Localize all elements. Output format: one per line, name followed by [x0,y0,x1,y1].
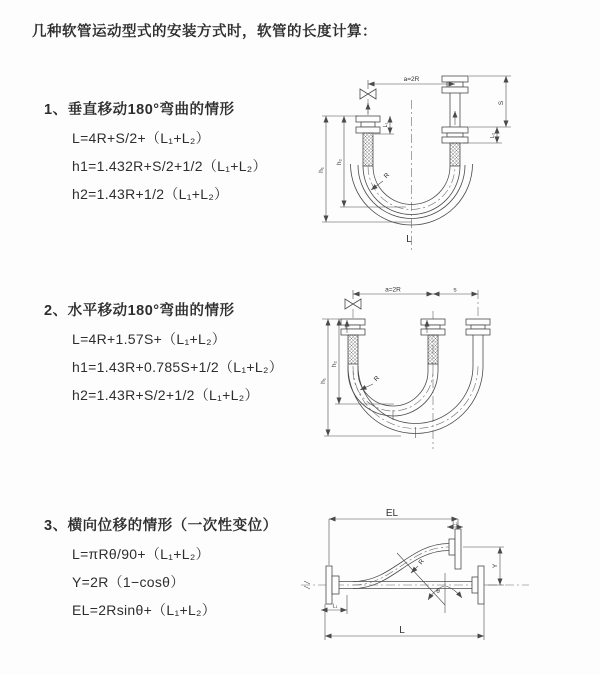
formula-y: Y=2R（1−cosθ） [72,574,185,590]
formula-length: L=πRθ/90+（L₁+L₂） [72,546,210,562]
dim-label-l2: L₂ [452,520,458,527]
formula-h1: h1=1.43R+0.785S+1/2（L₁+L₂） [72,359,283,375]
left-pipe [341,319,365,371]
formula-h2: h2=1.43R+1/2（L₁+L₂） [72,186,229,202]
dim-label-r: R [372,374,382,384]
diagram-vertical-bend [306,70,591,260]
dim-label-l1: L₁ [383,122,389,128]
dim-label-s: S [498,100,505,106]
braided-hose-section [428,335,438,364]
dim-label-l: L [406,234,412,245]
angle-arrow-icon [446,586,462,598]
hose-arcs [348,366,483,438]
valve-icon [360,89,376,99]
dim-label-l1: L₁ [332,603,338,610]
dim-label-h1: h₁ [318,167,325,173]
left-pipe [356,89,380,166]
section-3-heading: 3、横向位移的情形（一次性变位） [44,518,278,534]
dim-label-l2: L₂ [490,132,496,139]
dim-label-y: Y [492,563,499,569]
dimension-lines [320,319,401,436]
braided-hose-section [363,133,373,166]
braided-hose-section [450,143,460,166]
dim-label-a2r: a=2R [403,76,420,83]
right-pipe [442,76,468,166]
section-vertical-bend [44,100,324,204]
dim-label-r: R [382,171,392,181]
dim-label-l: L [399,625,405,636]
valve-icon [345,299,361,319]
formula-el: EL=2Rsinθ+（L₁+L₂） [72,602,217,618]
section-1-heading: 1、垂直移动180°弯曲的情形 [44,102,235,118]
section-horizontal-bend [44,301,324,405]
dim-label-theta: θ [436,588,440,595]
dim-label-r: R [417,558,426,567]
diagram-horizontal-bend [306,286,591,471]
top-dimensions [353,287,478,300]
dim-label-el: EL [385,508,399,519]
section-lateral-displacement [44,516,324,620]
formula-length: L=4R+S/2+（L₁+L₂） [72,130,210,146]
formula-h1: h1=1.432R+S/2+1/2（L₁+L₂） [72,158,267,174]
left-flange [326,566,339,604]
dim-label-a2r: a=2R [385,286,401,294]
middle-pipe [421,319,445,371]
right-flange-displaced [449,529,461,569]
formula-h2: h2=1.43R+S/2+1/2（L₁+L₂） [72,387,259,403]
dimension-lines [318,76,511,245]
right-pipe-moved-position [466,319,490,366]
dim-label-h2: h₂ [336,158,343,166]
formula-length: L=4R+1.57S+（L₁+L₂） [72,331,227,347]
braided-hose-section [348,335,358,364]
dim-label-h1: h₁ [320,378,327,384]
dim-label-s: s [453,286,457,294]
diagram-lateral-displacement [297,503,597,658]
page-title: 几种软管运动型式的安装方式时，软管的长度计算： [32,24,377,40]
dim-label-h2: h₂ [331,360,338,368]
section-2-heading: 2、水平移动180°弯曲的情形 [44,303,235,319]
dimension-lines [321,508,504,640]
right-flange-original [472,566,484,604]
